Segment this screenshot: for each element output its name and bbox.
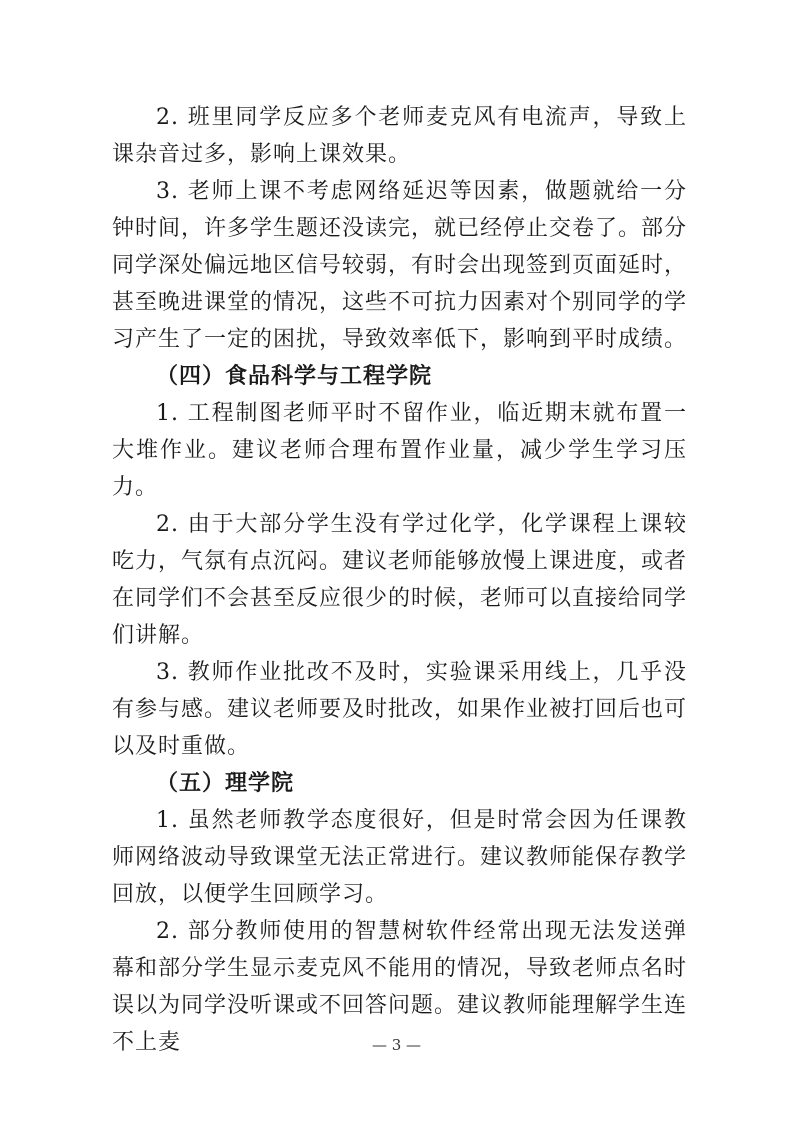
paragraph-3: 1. 工程制图老师平时不留作业，临近期末就布置一大堆作业。建议老师合理布置作业量，减少学生学习压力。 bbox=[112, 401, 687, 500]
section-heading-food-science: （四）食品科学与工程学院 bbox=[156, 363, 433, 389]
page-number: — 3 — bbox=[371, 1036, 422, 1054]
section-heading-science: （五）理学院 bbox=[156, 770, 295, 796]
paragraph-7: 2. 部分教师使用的智慧树软件经常出现无法发送弹幕和部分学生显示麦克风不能用的情况，导致老师点名时误以为同学没听课或不回答问题。建议教师能理解学生连不上麦 bbox=[112, 919, 688, 1055]
document-body bbox=[112, 99, 687, 1061]
paragraph-4: 2. 由于大部分学生没有学过化学，化学课程上课较吃力，气氛有点沉闷。建议老师能够放慢上课进度，或者在同学们不会甚至反应很少的时候，老师可以直接给同学们讲解。 bbox=[112, 512, 688, 648]
paragraph-2: 3. 老师上课不考虑网络延迟等因素，做题就给一分钟时间，许多学生题还没读完，就已经停止交卷了。部分同学深处偏远地区信号较弱，有时会出现签到页面延时，甚至晚进课堂的情况，这些不可抗力因素对个别同学的学习产生了一定的困扰，导致效率低下，影响到平时成绩。 bbox=[112, 179, 688, 352]
paragraph-5: 3. 教师作业批改不及时，实验课采用线上，几乎没有参与感。建议老师要及时批改，如果作业被打回后也可以及时重做。 bbox=[112, 660, 688, 759]
paragraph-6: 1. 虽然老师教学态度很好，但是时常会因为任课教师网络波动导致课堂无法正常进行。建议教师能保存教学回放，以便学生回顾学习。 bbox=[112, 808, 688, 907]
paragraph-1: 2. 班里同学反应多个老师麦克风有电流声，导致上课杂音过多，影响上课效果。 bbox=[112, 105, 687, 167]
